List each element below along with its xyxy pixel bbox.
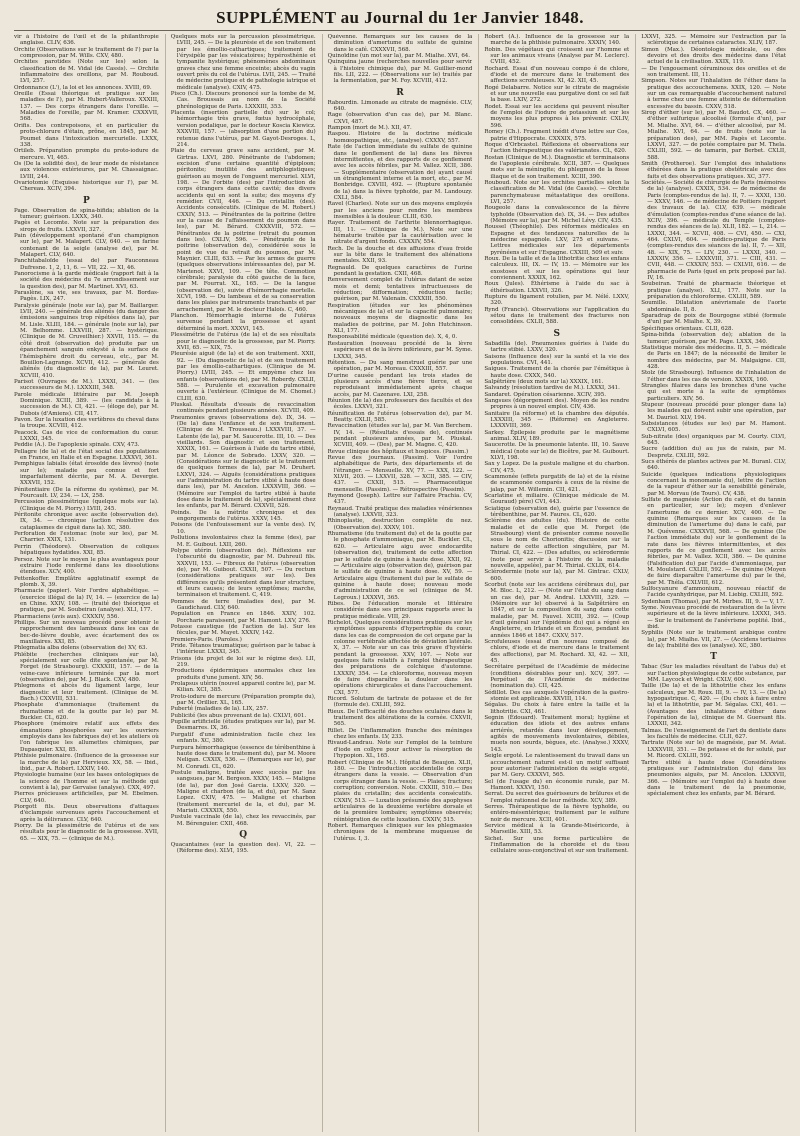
- index-entry: Pharmaciens (avis aux). CXXXIV, 556.: [14, 613, 120, 620]
- index-entry: Simon (Max.). Déontologie médicale, ou des devoirs et des droits des médecins dans l'état actuel de la civilisation. XXIX, 119.: [641, 46, 786, 66]
- index-entry: Proto-iodure de mercure (Préparation prompte du), par M. Orillier. XL, 165.: [170, 693, 316, 707]
- index-entry: Revue des journaux. (Passim). Voir l'ordre alphabétique de Paris, des départements et de l'étranger. — Mensuelle. XV, 77. — XXX, 122. — XLVII, 203. — LXXVII, 328. — XCII, 385. — CIV, 437. — CXXII, 515. — Pharmaceutique mensuelle. (Passim). — Rétrospective (Passim).: [327, 455, 473, 493]
- index-entry: Seigle ergoté. Le ralentissement du travail dans un accouchement naturel est-il un motif suffisant pour autoriser l'administration du seigle ergoté, par M. Gery. CXXXVI, 565.: [484, 753, 630, 779]
- index-entry: Sarkey. Épilepsie produite par le magnétisme animal. XLIV, 189.: [484, 429, 630, 442]
- index-entry: Oreille (Essai théorique et pratique sur les maladies de l'), par M. Hubert-Valleroux. XXXIII, 137. — Des corps étrangers dans l'oreille. — Maladies de l'oreille, par M. Kramer. CXXXVII, 568.: [14, 91, 159, 123]
- index-entry: Purgatif d'une administration facile chez les enfants. XC, 380.: [170, 731, 316, 745]
- index-entry: Pain (développement spontané d'un champignon sur le), par M. Malapert. CLV, 640. — en farine contenant de la seigle (analyse de), par M. Malapert. CLV, 640.: [14, 232, 159, 258]
- index-entry: Serres. Thérapeutique de la fièvre typhoïde, ou entéro-mésentérique; traitement par le sulfure noir de mercure. XCII, 401.: [484, 803, 630, 823]
- index-entry: Sichel. Sur une forme particulière de l'inflammation de la choroïde et du tissu cellulaire sous-conjonctival et sur son traitement.: [484, 835, 630, 855]
- index-entry: Segnin (Édouard). Traitement moral; hygiène et éducation des idiots et des autres enfans arriérés, retardés dans leur développement, agités de mouvements involontaires, débiles, muets non sourds, bègues, etc. (Analyse.) XXXV, 143.: [484, 715, 630, 753]
- index-entry: Serrat. Du secret des guérisseurs de brûlures et de l'emploi rationnel de leur méthode. XCV, 389.: [484, 791, 630, 804]
- index-entry: Rodet. Essai sur les accidens qui peuvent résulter de l'emploi de l'iodure de potassium et sur les moyens les plus propres à les prévenir. CXLIV, 596.: [484, 103, 630, 129]
- index-entry: D'urine causée pendant les trois stades de plusieurs accès d'une fièvre tierce, et se reproduisant immédiatement après chaque accès, par M. Cazenave. LXI, 258.: [327, 372, 473, 398]
- index-entry: Rampon (mort de M.). XII, 47.: [327, 125, 412, 132]
- index-entry: Salpêtrière (deux mots sur la) XXXIX, 161.: [484, 378, 604, 385]
- index-entry: Pisco (Ch.). Discours prononcé sur la tombe de M. Cas. Broussais au nom de la Société phrénologique de Paris. LXXXIII, 353.: [170, 91, 316, 110]
- index-entry: Pharmacie (papier). Voir l'ordre alphabétique. — (exercice illégal de la) IV, 14. — (exercice de la) en Chine. XXIV, 108. — (traité de) théorique et pratique, par M. Soubeiran (analyse). XLI, 177.: [14, 588, 159, 614]
- index-entry: Puberté (maladies de la). LIX, 257.: [170, 706, 269, 713]
- index-entry: Phillips. Sur un nouveau procédé pour obtenir le rapprochement des lambeaux dans les cas de bec-de-lièvre double, avec écartement des os maxillaires. XXI, 85.: [14, 619, 159, 645]
- index-entry: Rouboud. Note sur les orchites partielles selon la classification de M. Vidal (de Cassis). — Orchite parenchymateuse métastatique des oreillons. LVI, 257.: [484, 179, 630, 205]
- index-entry: Sclérème des adultes (du). Histoire de cette maladie et de celle que M. Forget (de Strasbourg) vient de présenter comme nouvelle sous le nom de Chorionitis; discussion sur la nature de cette affection singulière, par M. Thirial. CI, 422. — (Des adultes, ou sclérodermie (note pour servir à l'histoire de la maladie nouvelle, appelée), par M. Thirial. CXLIX, 614.: [484, 518, 630, 569]
- index-entry: Robin. Des végétaux qui croissent sur l'homme et sur les animaux vivans (Analyse par M. Leclerc). CVIII, 452.: [484, 46, 630, 66]
- index-entry: Spina-bifida (observation de); ablation de la tumeur; guérison, par M. Page. LXXX, 340.: [641, 332, 786, 345]
- index-entry: Pluskal. Résultats d'essais de revaccination continués pendant plusieurs années. XCVIII, 409.: [170, 401, 316, 415]
- index-entry: Reynaud. Traité pratique des maladies vénériennes (analyse). LXXVII, 323.: [327, 505, 473, 519]
- index-entry: Rage (observation d'un cas de), par M. Blanc. CXVI, 487.: [327, 112, 473, 125]
- index-entry: Quévenne. Remarques sur les causes de la diminution d'amertume du sulfate de quinine dans le café. CXXXVII, 568.: [327, 34, 473, 53]
- index-entry: Panchitabaloïde (essai de) par Fauconneau Dufresne. 1, 2, 11, 6. — VII, 22. — XI, 46.: [14, 258, 159, 271]
- index-column: [14, 34, 159, 1132]
- index-entry: Sucre (addition du) au jus de raisin, par M. Despretz. CXLIII, 592.: [641, 446, 786, 459]
- index-entry: Piorry. De la plessimétrie de l'utérus et de ses résultats pour le diagnostic de la grossesse. XVII, 65. — XIX, 75. — (clinique de M.).: [14, 822, 159, 842]
- page-header: [0, 8, 800, 28]
- index-entry: Phosphore (mémoire relatif aux effets des émanations phosphorées sur les ouvriers employés dans les fabriques de) et les ateliers où l'on fabrique les allumettes chimiques, par Dupasquier. XXI, 85.: [14, 721, 159, 753]
- index-entry: Taille (De la) et de la lithotritie chez les enfans calculeux, par M. Roux. III, 9. — IV, 13. — (De la) hypogastrique. C, 420. — (Du choix à faire entre la) et la lithotritie, par M. Ségalas. CXI, 461. — (Avantages des inhalations d'éther dans l'opération de la), clinique de M. Guersant fils. LXXXII, 342.: [641, 683, 786, 728]
- index-entry: Os (De la solidité des), de leur mode de résistance aux violences extérieures, par M. Chassaignac. LVIII, 244.: [14, 160, 159, 180]
- index-columns: [14, 34, 786, 1132]
- index-entry: Ordonnance (L'), la loi et les annonces. XVIII, 69.: [14, 84, 152, 91]
- index-column: [165, 34, 316, 1132]
- index-entry: Raspou. Histoire de la doctrine médicale homœopathique, etc., (analyse). CXXXV, 557.: [327, 131, 473, 144]
- index-entry: Poisons (de l'enfouissement sur la vente des). IV, 10.: [170, 522, 316, 535]
- index-entry: Saucerotte. De la pneumonie latente. III, 10. Sauve médical (note sur le) de Bicêtre, par M. Guibourt. XLVI, 198.: [484, 442, 630, 461]
- index-entry: Paralysie générale (note sur la), par M. Baillarger. LVII, 240. — générale des aliénés (du danger des émissions sanguines trop répétées dans la), par M. Lisle. XLIII, 184. — générale (note sur la), par M. Belhomme. LXXVIII, 287. — hystérique. (Clinique de M. Cruveilhier.) XXVII, 115. — du côté droit (observation de) produite par un épanchement sanguin enkysté à la surface de l'hémisphère droit du cerveau, etc., par M. Bouillon-Lagrange. XCVII, 412. — générale des aliénés (du diagnostic de la), par M. Leuret. XCVIII, 410.: [14, 302, 159, 379]
- index-entry: Pneumonies graves (observations de). IX, 34. — (De la) dans l'enfance et de son traitement. (Clinique de M. Trousseau.) LXXXVIII, 37. — Latente (de la), par M. Saucerotte. III, 10. — Des vieillards. Son diagnostic et son traitement. XXXIX, 161. — Guérison à l'aide du tartre stibié, par M. Léonce de Sobrado. LXXV, 320. — (Considérations sur le diagnostic et le traitement de quelques formes de la), par M. Druhert. LXXVI, 324. — Aiguës (considérations pratiques sur l'administration du tartre stibié à haute dose dans les), par M. Ancelon. LXXXVIII, 366. — (Mémoire sur l'emploi du tartre stibié à haute dose dans le traitement de la), spécialement chez les enfants, par M. Bérard. CXXVII, 526.: [170, 414, 316, 510]
- index-entry: Sandaret. Opération césarienne. XCIV, 395.: [484, 391, 607, 398]
- index-entry: Quinoïdine (un mot sur la), par M. Mialhe. XVI, 64.: [327, 53, 471, 60]
- index-entry: Robert (Clinique de M.). Hôpital de Beaujon. XLII, 180. — De l'introduction accidentelle de corps étrangers dans la vessie. — Observation d'un corps étranger dans la vessie. — Plaies; fracture; corruption; conversion. Note. CXXIII, 510.— Des plaies du cristallin; des accidents consécutifs. CXXIV, 513. — Luxation présumée des apophyses articulaires de la deuxième vertèbre dorsale et de la première lombaire; symptômes observés; réintégration de cette luxation. CXXIV, 515.: [327, 759, 473, 823]
- index-entry: Sydenham (Thomas), par M. Mirbes. III, 9. — V, 17.: [641, 598, 785, 605]
- index-entry: Pierres précieuses artificielles, par M. Ebelmen. CLV, 640.: [14, 791, 159, 804]
- header-rule: [14, 30, 786, 31]
- index-entry: Quelques mots sur la percussion plessimétrique. LVIII, 245. — De la pleurésie et de son traitement par les émollio-cathartiques; traitement de l'érysipèle par les vésicatoires; hypérosthénie et tympanite hystérique; phénomènes abdominaux graves chez une femme enceinte; abcès du vagin ouvert près du col de l'utérus. LVII, 245. — Traité de médecine pratique et de pathologie iatrique et médicale (analyse). CXIV, 475.: [170, 34, 316, 91]
- index-entry: Phlegmons et abcès du ligament large, leur diagnostic et leur traitement. (Clinique de M. Bach.) CXXVIII, 531.: [14, 683, 159, 703]
- index-entry: Sirop d'éther (sur le), par M. Baudot. CX, 460. — d'éther sulfurique alcoolisé (formule d'un), par M. Mialhe. XVI, 64. — d'éther alcoolisé, par M. Mialhe. XVI, 64. — de fruits (note sur la préparation des), par MM. Pagès et Lecomte. LXXVI, 327. — de potée comptaire par M. Thela. CXLIII, 592. — de tamarin, par Berbet. CXLII, 588.: [641, 110, 786, 161]
- index-entry: Pride. Tétanos traumatique; guérison par le tabac à l'intérieur. LXXXI, 345.: [170, 643, 316, 656]
- index-entry: Ségalas. Du choix à faire entre la taille et la lithotritie. CXI, 461.: [484, 702, 630, 715]
- index-entry: Sax y Lopez. De la pustule maligne et du charbon. CIV, 475.: [484, 461, 630, 474]
- index-entry: Phlébite (recherches cliniques sur la), spécialement sur celle dite spontanée, par M. Forget (de Strasbourg). CXXXIII, 157. — de la veine-cave inférieure terminée par la mort (observation de), par M. J. Black. CXV, 480.: [14, 651, 159, 684]
- index-entry: Sociétés.— Société de chirurgie de Paris (mémoires de la) (analyse). CXXIX, 534. — de médecine de Paris (comptes-rendus de la). II, 7. — XXXI, 130. — XXXV, 146. — de médecine de Poitiers (rapport des travaux de la). CLV, 639. — médicale d'émulation (comptes-rendus d'une séance de la). XCIV, 396. — médicale du Temple (comptes-rendus des séances de la). XLII, 182. — L, 214. — LXXXI, 344. — XCVII, 408. — CVI, 450. — CXI, 464. CXLVI, 604. — médico-pratique de Paris (comptes-rendus des séances de la). II, 7. — XII, 48. — XIX, 75. — LIV, 230. — LXXXI, 340. — LXXXIV, 356. — LXXXVIII, 371. — CIII, 431. — CVII, 448. — CXXXIV, 553. — CXLVII, 616. — de pharmacie de Paris (quel en prix proposé par la). IV, 16.: [641, 179, 786, 282]
- index-entry: Regnauld. De quelques caractères de l'urine pendant la gestation. CXII, 468.: [327, 264, 473, 278]
- index-entry: Pustule maligne, traitée avec succès par les sangsues, par M. Bergeon. XXXV, 145. — Maligne (de la), par don José Garcia. LXXV, 320. — Maligne et charbon (de la, et du), par M. Sanz Lopez. CXIV, 475. — Maligne et charbon (traitement mercuriel de la, et du), par M. Mariati. CXXXIX, 550.: [170, 769, 316, 814]
- index-entry: Réunion (de la) des professeurs des facultés et des écoles. LXXVI, 321.: [327, 397, 473, 411]
- index-entry: Peddie (A.). De l'apoplexie spinale. CXV, 473.: [14, 442, 140, 449]
- index-entry: Sulfate de magnésie (Action du café, et du tannin en particulier, sur le); moyen d'enlever l'amertume de ce dernier. XCV, 400. — De quinine (Remarques sur les causes de la diminution de l'amertume du) dans le café, par M. Quévenne. CXXXVII, 568. — De quinine (De l'action immédiate du) sur le gonflement de la rate dans les fièvres intermittentes, et des rapports de ce gonflement avec les accès fébriles, par M. Vallez. XCII, 386. — De quinine (Falsification du) par l'acide d'ammoniaque, par M. Moulstard. CXLIII, 592. — De quinine (Moyen de faire disparaître l'amertume du) par le thé, par M. Théla. CXLVIII, 612.: [641, 497, 786, 586]
- index-entry: Sclérodermie (note sur la), par M. Gintrac. CXLV, 600.: [484, 569, 630, 582]
- index-entry: Rhumatisme (du traitement du) et de la goutte par le phosphate d'ammoniaque, par M. Buckler. CL, 620. — Articulaire aigu avec endocardite (observation de), traitement de cette affection par le sulfate de quinine à haute dose. XXII, 92. — Articulaire aigu (observation de), guérison par le sulfate de quinine à haute dose. XV, 59. — Articulaire aigu (traitement du) par le sulfate de quinine à haute dose; nouveau mode d'administration de ce sel (clinique de M. Legroux.) LXXXVI, 365.: [327, 531, 473, 601]
- index-entry: Parisot (Ouvrages de M.). LXXXI, 341. — (les successeurs de M.). LXXXIII, 348.: [14, 378, 159, 392]
- index-entry: Rate (de l'action immédiate du sulfate de quinine dans le gonflement de la) dans les fièvres intermittentes, et des rapports de ce gonflement avec les accès fébriles, par M. Vallez. XCII, 386. — Supplémentaire (observation de) ayant causé un étranglement interne et la mort, etc., par M. Bonbridge. CXVIII, 492. — (Rupture spontanée de la) dans la fièvre typhoïde, par M. Landouzy. CXLI, 584.: [327, 144, 473, 201]
- index-entry: Renversement complet de l'utérus datant de seize mois et demi; tentatives infructueuses de réduction; difformation; réduction facile; guérison, par M. Valenain. CXXXIII, 550.: [327, 277, 473, 303]
- index-entry: Poinds. De la métrite chronique et des engorgements de l'utérus. XXXV, 145.: [170, 509, 316, 523]
- index-entry: Suicide (quelques indications physiologiques concernant la monomanie du), lettre de l'action de la vapeur d'éther sur la sensibilité générale, par M. Morvau (de Tours). CV, 438.: [641, 471, 786, 497]
- index-entry: Placenta (insertion partielle du) sur le col; hémorrhagie très grave, fœtus hydrocéphale, version podalique, par le docteur Koscia Kiewicz. XXXVIII, 157. — (absorption d'une portion du) retenue dans l'utérus, par M. Gayot-Desroges. L, 214.: [170, 110, 316, 148]
- index-entry: Service médical à la Grande-Miséricorde, à Marseille. XIII, 53.: [484, 822, 630, 836]
- index-entry: Quinquina jaune (recherches nouvelles pour servir à l'histoire chimique du), par M. Guillier-mond fils. LII, 222. — (Observations sur le) traités par la fermentation, par M. Foy. XCVIII, 412.: [327, 59, 473, 85]
- index-entry: Responsabilité médicale (question de). X, 4, 0.: [327, 334, 458, 341]
- index-entry: Ricord. Solutum de tartrate de potasse et de fer (formule de). CXLIII, 592.: [327, 696, 473, 709]
- index-entry: Respiration (études sur les phénomènes mécaniques de la) et sur la capacité pulmonaire; nouveaux moyens de diagnostic dans les maladies de poitrine, par M. John Hutchinson. XLI, 177.: [327, 302, 473, 335]
- index-entry: Rech. De la douche et des affusions d'eau froide sur la tête dans le traitement des aliénations mentales. XXII, 93.: [327, 245, 473, 265]
- index-column: [635, 34, 786, 1132]
- index-entry: Purpura hémorrhagique (essence de térébenthine à haute dose dans le traitement du), par M. Moore Neligan. CXXIX, 536. — (Remarques sur le), par M. Conradi. CL, 620.: [170, 744, 316, 770]
- index-entry: Pustule vaccinale (de la), chez les revaccinés, par M. Bérenguier. CXII, 468.: [170, 814, 316, 827]
- index-entry: Sabadilla (de). Pneumonies guéries à l'aide du tartre stibié. LXXV, 320.: [484, 340, 630, 354]
- index-entry: Pleurésie aiguë (de la) et de son traitement. XXII, 92. — (Du diagnostic de la) et de son traitement par les émollio-cathartiques. (Clinique de M. Piorry.) LVIII, 245. — Et empyème chez les enfants (observations de), par M. Roberdy. CXLII, 588. — Purulente et excavation pulmonaire ouverte à l'extérieur. (Clinique de M. Chomel.) CLIII, 630.: [170, 351, 316, 402]
- index-entry: Prolapsus utérin (nouvel appareil contre le), par M. Kilian. XCI, 385.: [170, 681, 316, 694]
- index-entry: Rétention. — Du sang menstruel guérie par une opération, par M. Moreau. CXXXIII, 557.: [327, 359, 473, 373]
- section-letter: T: [710, 652, 717, 663]
- index-entry: Sulfocyanure d'ammonium, nouveau réactif de l'acide cyanhydrique, par M. Liebig. CXLIII, 592.: [641, 585, 786, 599]
- index-entry: Quacantaines (sur la question des). VI, 22. — (Réforme des). XLVI, 195.: [170, 841, 316, 855]
- index-entry: LXXVI, 325. — Mémoire sur l'extraction par la sclérotique de certaines cataractes. XLIV, 187.: [641, 34, 786, 47]
- index-entry: Saigues. Traitement de la chorée par l'émétique à haute dose. CXXX, 540.: [484, 366, 630, 379]
- index-entry: Saisons (Influence des) sur la santé et la vie des populations. CVI, 441.: [484, 353, 630, 366]
- index-entry: Panorocisme à la garde médicale (rapport fait à la société des médecins du 7e arrondissement sur la question des), par M. Martinet. XVI, 63.: [14, 271, 159, 290]
- index-entry: Sciatique (observation de), guérie par l'essence de térébenthine, par M. Faures. CL, 620.: [484, 505, 630, 519]
- index-entry: Syme. Nouveau procédé de restauration de la lèvre supérieure et de la lèvre inférieure. LXXXI, 345. — Sur le traitement de l'anévrisme poplité. Ibid., ibid.: [641, 604, 786, 630]
- index-entry: Sédillot. Des cas auxquels l'opération de la gastro-stomie est applicable. XXVIII, 114.: [484, 689, 630, 703]
- index-entry: Piorgott fils. Deux observations d'attaques d'éclampsie survenues après l'accouchement et après la délivrance. CLV, 640.: [14, 803, 159, 823]
- index-entry: Réunification de l'utérus (observation de), par M. Beatty. CXLII, 585.: [327, 410, 473, 423]
- index-entry: Sangsues (dégorgement des). Moyen de les rendre propres à un nouvel emploi. CIV, 436.: [484, 397, 630, 411]
- index-entry: Parole médicale littéraire par M. Joseph Dominique. XCIII, 389. — (les candidats à la succession de M.). CI, 421. — (éloge de), par M. Dubois (d'Amiens). CII, 417.: [14, 391, 159, 417]
- index-entry: Orifis. Des contrepoisons, et en particulier du proto-chlorure d'étain, prône, en 1845, par M. Poumet dans l'intoxication mercurielle. LXXX, 338.: [14, 122, 159, 148]
- index-entry: Sucs éthérés de plantes actives par M. Buranl. CLV, 640.: [641, 459, 786, 472]
- index-entry: Publicité (les abus provenant de la). CXLVI, 601.: [170, 712, 307, 719]
- index-entry: Stupeur (nouveau procédé pour plonger dans la) les malades qui doivent subir une opération, par M. Dauriol. XLV, 194.: [641, 401, 786, 421]
- index-entry: Restauration (nouveau procédé de la lèvre supérieure et de la lèvre inférieure, par M. Syme. LXXXI, 345.: [327, 340, 473, 360]
- index-entry: Rivaud-Landrau. Note sur l'emploi de la teinture d'iode en collyre pour activer la résorption de l'hypopion. XL, 165.: [327, 740, 473, 760]
- index-column: [322, 34, 473, 1132]
- index-entry: Rieux. De l'efficacité des douches oculaires dans le traitement des altérations de la cornée. CXXVII, 565.: [327, 708, 473, 728]
- index-entry: Potasse caustique (de l'action de la). Sur les fécules, par M. Mayet. XXXIV, 142.: [170, 623, 316, 637]
- index-entry: Pellagre (de la) et de l'état social des populations en France, en Italie et en Espagne. LXXXVI, 361.: [14, 448, 159, 461]
- index-entry: Population en France en 1846. XXIV, 102. Porcharie paraissent, par M. Hamont. LXV, 276.: [170, 611, 316, 624]
- index-entry: Roque d'Orbcastel. Réflexions et observations sur l'action thérapeutique des valérianates. CL, 620.: [484, 141, 630, 155]
- index-column: [478, 34, 629, 1132]
- index-entry: Simpson. Notes sur l'inhalation de l'éther dans la pratique des accouchemens. XXIX, 120. — Note sur un cas remarquable d'accouchement naturel à terme chez une femme atteinte de déformation excessive du bassin. CXXV, 518.: [641, 78, 786, 110]
- index-entry: Plaie du cerveau grave sans accident, par M. Girtras. LXVI, 280. Pénétrante de l'abdomen; excision d'une certaine quantité d'épiploon; péritonite; inutilité des antiphlogistiques; guérison au moyen de l'onguent mercuriel. XLVI, 198. — De l'orbite (des) par l'introduction de corps étrangers dans cette cavité; des divers accidents qui en sont la suite; des moyens d'y remédier. CVII, 446. — Du cristallin (des). Accidents consécutifs. (Clinique de M. Robert.) CXXIV, 513. — Pénétrantes de la poitrine (lettre sur la cause de l'affaissement du poumon dans les), par M. Bérard. CXXXVIII, 572. — Pénétrantes de la poitrine (retrait du poumon dans les). CXLIV, 596. — Pénétrante de la poitrine (observation de), considérée sous le point de vue du retrait du poumon, par M. Maynier. CLIII, 633. — Par les armes de guerre (quelques observations intéressantes de), par M. Martenot. XXVI, 109. — De tête. Commotion cérébrale; paralysie du côté gauche de la face, par M. Fourrat. XL, 165. — De la langue (observation de), suivie d'hémorrhagie mortelle. XCVI, 198. — Du lambeau et de sa conservation dans les plaies par instruments tranchants et par arrachement, par M. le docteur Haloïs. C, 460.: [170, 148, 316, 313]
- index-entry: Rostan (Clinique de M.). Diagnostic et terminaisons de l'apoplexie cérébrale. XCII, 387. — Quelques mots sur la méningite; du phlegmon de la fosse iliaque et de son traitement. XCIII, 390.: [484, 154, 630, 180]
- index-entry: Smith (Protheroe). Sur l'emploi des inhalations éthérées dans la pratique obstétricale avec des faits et des observations pratiques. XC, 377.: [641, 160, 786, 180]
- index-entry: Productions épidermiques anormales chez les produits d'une jument. XIV, 56.: [170, 668, 316, 681]
- index-entry: Premiers-Paris. (Paroles.): [170, 636, 242, 643]
- index-entry: Persoz. Note sur le moyen le plus avantageux pour extraire l'iode renfermé dans les dissolutions étendues. XCV, 400.: [14, 556, 159, 576]
- index-entry: Phosphate d'ammoniaque (traitement du rhumatisme et de la goutte par le) par M. Buckler. CL, 620.: [14, 702, 159, 722]
- index-entry: Rogé Delabarre. Notice sur le citrate de magnésie et sur une nouvelle eau purgative dont ce sel fait la base. LXIV, 272.: [484, 84, 630, 104]
- supplement-title: SUPPLÉMENT au Journal du 1er Janvier 1848.: [216, 8, 584, 27]
- index-entry: Percussion plessimétrique (quelque mots sur la). (Clinique de M. Piorry.) LVIII, 245.: [14, 499, 159, 512]
- index-entry: Pettenkoffer. Emplâtre agglutinatif exempt de plomb. X, 39.: [14, 575, 159, 588]
- index-entry: Pommes de terre (maladies des), par M. Gaudichaud. CLV, 640.: [170, 598, 316, 611]
- index-entry: Revaccination (études sur la), par M. Van Berchem. IV, 14. — (Résultats d'essais de), continués pendant plusieurs années, par M. Pluskal. XCVIII, 409. — (Des), par M. Magne. C, 420.: [327, 423, 473, 449]
- section-letter: Q: [239, 829, 248, 840]
- index-entry: Richelot. Quelques considérations pratiques sur les symptômes apparents d'hypertrophie du cœur, dans les cas de compression de cet organe par la colonne vertébrale affectée de déviation latérale. X, 37. — Note sur un cas très grave d'hystérie pendant la grossesse. XXV, 107. — Note sur quelques faits relatifs à l'emploi thérapeutique des préparations de colchique d'automne. LXXXIV, 354. — Le chloroforme, nouveau moyen de faire disparaître la douleur dans les opérations chirurgicales et dans l'accouchement. CXI, 577.: [327, 619, 473, 696]
- index-entry: Scrofuleuses (essai d'un nouveau composé de chlore, d'iode et de mercure dans le traitement des affections), par M. Rochard. XI, 42. — XII, 45.: [484, 638, 630, 664]
- index-entry: Rynd (Francis). Observations sur l'application du sétou dans le traitement des fractures non consolidées. CXLII, 588.: [484, 306, 630, 326]
- index-entry: Phlegmatia alba dolens (observation de) XV, 63.: [14, 645, 148, 652]
- index-entry: Plessimétrie de l'utérus (de la) et de ses résultats pour le diagnostic de la grossesse, par M. Piorry. XVII, 65. — XIX, 75.: [170, 332, 316, 351]
- index-entry: Rupture du ligament rotulien, par M. Nélé. LXXV, 320.: [484, 294, 630, 307]
- index-entry: Sparadrap de poix de Bourgogne stibié (formule d'un) par M. Mialhe. X, 39.: [641, 313, 786, 326]
- index-entry: Rayer. Traitement de l'arthrite blennorrhagique. III, 11. — (Clinique de M.). Note sur une hématurie traitée par la cautérisation avec le nitrate d'argent fondu. CXXXIV, 554.: [327, 220, 473, 246]
- index-entry: Planchon. Hémorrhagie interne de l'utérus survenue pendant la grossesse et ayant déterminé la mort. XXXVI, 145.: [170, 313, 316, 332]
- index-entry: Ortileb. Préparation prompte du proto-iodure de mercure. VI, 465.: [14, 148, 159, 161]
- index-entry: Tartrate (Note sur le) de magnésie, par M. Aviat. LXXXVIII, 351. — De potasse et de fer soluté, par M. Ricord. CXLIII, 592.: [641, 740, 786, 760]
- index-entry: Rabourdin. Limonade au citrate de magnésie. CLV, 640.: [327, 99, 473, 113]
- index-entry: Paraslène, sa vie, ses travaux, par M. Bordas-Pagès. LIX, 247.: [14, 290, 159, 303]
- index-entry: Stolz (de Strasbourg). Influence de l'inhalation de l'éther dans les cas de version. XXXIX, 160.: [641, 370, 786, 383]
- index-entry: Page. Observation de spina-bifida; ablation de la tumeur; guérison. LXXX, 340.: [14, 207, 159, 220]
- index-entry: Prisons (du projet de loi sur le régime des). LII, 219.: [170, 655, 316, 669]
- index-entry: Péritonite chronique avec ascite (observation de). IX, 34. — chronique (action résolutive des cataplasmes de ciguë dans la). XC, 380.: [14, 512, 159, 531]
- index-entry: Orchite (Observations sur le traitement de l') par la compression, par M. Wills. CXV, 480.: [14, 46, 159, 60]
- index-entry: Pupille artificielle (études pratiques sur la), par M. Desmarres. IX, 36.: [170, 719, 316, 732]
- index-entry: Perrin (Théodore). Observation de coliques hépatiques hydatides. XXI, 85.: [14, 543, 159, 557]
- index-entry: Pavon. Sur la luxation des vertèbres du cheval dans la troupe. XCVIII, 412.: [14, 416, 159, 430]
- index-entry: Rochard. Essai d'un nouveau compo é de chlore, d'iode et de mercure dans le traitement des affections scrofuleuses. XI, 42. XII, 45.: [484, 65, 630, 85]
- index-entry: Romey (Ch.). Fragment inédit d'une lettre sur Cos, patrie d'Hippocrate. CXXXIX, 575.: [484, 129, 630, 142]
- index-entry: Scarlatine et miliaire. (Clinique médicale de M. Gouraud) père) CVI, 443.: [484, 493, 630, 506]
- index-entry: Talmas. De l'enseignement de l'art du dentiste dans les facultés de médecine. CLII, 627.: [641, 727, 786, 741]
- index-entry: Roux (Jules). Éthérisme à l'aide du sac à éthérisation. LXXVII, 326.: [484, 281, 630, 294]
- index-entry: Phthisie pulmonaire. (Influence de la grossesse sur la marche de la) par Hervieux. XX, 58. — Ibid., ibid., par A. Robert. LXXIV, 140.: [14, 753, 159, 772]
- index-entry: Sanitaire (la réforme) et la chambre des députés. LXXXIII, 345 — (Réforme) en Angleterre. LXXXVIII, 369.: [484, 410, 630, 430]
- section-letter: R: [396, 87, 404, 98]
- index-entry: Pollutions involontaires chez la femme (des), par M. E. Guibout. LXII, 260.: [170, 535, 316, 548]
- section-letter: P: [83, 195, 90, 206]
- index-entry: Physiologie humaine (sur les bases ontologiques de la science de l'homme et sur la méthode qui convient à la), par Gervaise (analyse). CXX, 497.: [14, 772, 159, 791]
- index-entry: Syphilis (Note sur le traitement arabique contre la), par M. Mialhe. VII, 27. — (Accidens tertiaires de la); frabilité des os (analyse). XC, 380.: [641, 630, 786, 649]
- index-entry: Ravel (Charles). Note sur un des moyens employés par les anciens pour rendre les membres insensibles à la douleur. CLIII, 630.: [327, 201, 473, 220]
- index-entry: Tabac (Sur les maladies résultant de l'abus du) et sur l'action physiologique de cette substance, par MM. Laycock et Wright. CXLV, 600.: [641, 664, 786, 684]
- index-entry: Ribes. De l'éducation morale et littéraire considérée dans ses principaux rapports avec la pratique médicale. VIII, 29.: [327, 600, 473, 620]
- index-entry: Sub-nitrate (des) organiques par M. Courty. CLVI, 645.: [641, 433, 786, 446]
- index-entry: Robert. Remarques cliniques sur les phlegmasies chroniques de la membrane muqueuse de l'utérus. I, 3.: [327, 822, 473, 842]
- index-entry: Soubeiran. Traité de pharmacie théorique et pratique (analyse). XLI, 177. Note sur la préparation du chloroforme. CXLIII, 589.: [641, 281, 786, 301]
- index-entry: Spécifiques orientaux. CLII, 628.: [641, 325, 734, 332]
- index-entry: Rougeole dans la convalescence de la fièvre typhoïde (Observation de). IX, 34. — Des adultes (Mémoire sur la), par M. Michel Lévy. CIV, 435.: [484, 205, 630, 224]
- index-entry: Pemphigus labialis (état érosoïde des lèvres) (note sur le); maladie peu connue et fort imparfaitement décrite, par M. A. Devergie. XXXVII, 152.: [14, 461, 159, 487]
- index-entry: Secrétaire perpétuel de l'Académie de médecine (conditions désirables pour un). XCV, 397. — Perpétuel de l'Académie de médecine (nomination du). CII, 425.: [484, 664, 630, 690]
- index-entry: — De l'engouement céruminoux des oreilles et de son traitement. III, 11.: [641, 65, 786, 79]
- index-entry: Statistique morale des médecins. II, 5. — médicale de Paris en 1847; de la nécessité de limiter le nombre des médecins, par M. Malgaigne. CII, 428.: [641, 344, 786, 370]
- index-entry: Rillet. De l'inflammation franche des méninges chez les enfants. LV, 233.: [327, 727, 473, 741]
- index-entry: Scorbut (note sur les accidens cérébraux du), par M. Bloc. L, 212. — (Note sur l'état du sang dans un cas de), par M. Andral. LXXVIII, 329. — (Mémoire sur le) observé à la Salpêtrière en 1847, et sur la composition du sang dans cette maladie, par M. Fauvel. XCIII, 392. — (Coup d'œil général sur l'épidémie du) qui a régné en Angleterre, en Irlande et en Écosse, pendant les années 1846 et 1847. CXXV, 517.: [484, 581, 630, 639]
- index-entry: Strangles filaires dans les bronches d'une vache qui est morte à la suite de symptômes particuliers. XIV, 56.: [641, 382, 786, 402]
- index-entry: Roux. De la taille et de la lithotritie chez les enfans calculeux. III, IX. — IV, 15. — Mémoire sur les exostoses et sur les opérations qui leur conviennent. XXXIX, 162.: [484, 256, 630, 282]
- index-entry: Sel (de l'usage du) en économie rurale, par M. Hamont. XXXVI, 150.: [484, 778, 630, 791]
- index-entry: Salvandy (résolution tardive de M.). LXXXI, 341.: [484, 385, 620, 392]
- section-letter: S: [553, 328, 561, 339]
- index-entry: Peacock. Cas de vice de conformation du cœur. LXXXI, 345.: [14, 429, 159, 442]
- index-entry: Pagès et Lecomte. Note sur la préparation des sirops de fruits. LXXVII, 327.: [14, 220, 159, 233]
- index-entry: Pénitentiaire (De la réforme du système), par M. Fourcault. LV, 234. — LX, 258.: [14, 486, 159, 500]
- index-entry: Rhinoplastie, destruction complète du nez. (Observation de). XXXV, 101.: [327, 518, 473, 531]
- index-entry: Revue clinique des hôpitaux et hospices. (Passim.): [327, 448, 469, 455]
- index-entry: Soumille. Dilatation anévrismale de l'aorte abdominale. II, 8.: [641, 300, 786, 313]
- index-entry: Tartre stibié à haute dose (Considérations pratiques sur l'administration du) dans les pneumonies aiguës, par M. Ancelon. LXXXVII, 366. — (Mémoire sur l'emploi du) à haute dose dans le traitement de la pneumonie, spécialement chez les enfants, par M. Bérard.: [641, 759, 786, 798]
- index-entry: Orchites parotides (Note sur les) selon la classification de M. Vidal (de Cassis). — Orchite inflammatoire des oreillons, par M. Rouboud. LVI, 257.: [14, 59, 159, 85]
- index-entry: Reymond (Joseph). Lettre sur l'affaire Prachia. CV, 437.: [327, 493, 473, 506]
- index-entry: Roussel (Théophile). Des réformes médicales en Espagne et des tendances naturelles de la médecine espagnole. LXV, 275 et suivans. — Lettres médicales sur les départements pyrénéens et sur l'Espagne. CXXIII, 509 et suiv.: [484, 224, 630, 256]
- index-entry: Robert (A.). Influence de la grossesse sur la marche de la phthisie pulmonaire. XXXIV, 140.: [484, 34, 630, 47]
- index-entry: Ovariotomie (Esquisse historique sur l'), par M. Chereau. XCIV, 394.: [14, 179, 159, 193]
- index-entry: Perforation de l'estomac (note sur les), par M. Charrier. XXIX, 131.: [14, 531, 159, 544]
- index-entry: Scammonée (effets purgatifs de la) et de la résine de scammonée comparés à ceux de la résine de jalap, par M. Willemin. CII, 421.: [484, 474, 630, 493]
- index-entry: Subsistances (études sur les) par M. Hamont. CXLVI, 605.: [641, 420, 786, 434]
- index-entry: vir à l'histoire de l'œil et de la philanthropie anglaise. CLIV, 636.: [14, 34, 159, 47]
- index-entry: Polype utérin (observation de). Réflexions sur l'obscurité du diagnostic, par M. Duhreuil fils. XXXVII, 153. — Fibreux de l'utérus (observation de), par M. Guibout. CXXII, 507. — Du rectum (considérations pratiques sur les). Des différences qu'ils présentent dans leur structure, et leurs causes; de leurs symptômes; marche, terminaison et traitement. C, 419.: [170, 547, 316, 599]
